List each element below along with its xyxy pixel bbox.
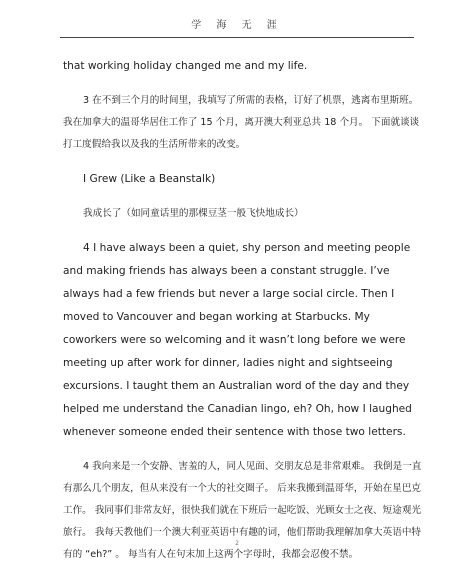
page-number: 2 — [235, 540, 239, 547]
paragraph-4-chinese: 4 我向来是一个安静、害羞的人，同人见面、交朋友总是非常艰难。 我倒是一直有那么几个朋友，但从来没有一个大的社交圈子。 后来我搬到温哥华，开始在星巴克工作。 我同事们非常友好，很快我们就在下班后一起吃饭、光顾女士之夜、短途观光旅行。 我每天教他们一个澳大利亚英语中有趣的词，他们帮助我理解加拿大英语中特有的 “eh?” 。 每当有人在句末加上这两个字母时，我都会忍俊不禁。 — [63, 461, 422, 560]
paragraph-3-chinese: 3 在不到三个月的时间里，我填写了所需的表格，订好了机票，逃离布里斯班。 我在加拿大的温哥华居住工作了 15 个月，离开澳大利亚总共 18 个月。 下面就谈谈打工度假给我以及我的生活所带来的改变。 — [63, 95, 420, 150]
section-heading-english: I Grew (Like a Beanstalk) — [83, 173, 216, 185]
paragraph-continuation: that working holiday changed me and my life. — [63, 60, 308, 72]
page-header: 学 海 无 涯 — [60, 16, 414, 38]
paragraph-4-english: 4 I have always been a quiet, shy person and meeting people and making friends has always been a constant struggle. I’ve always had a few friends but never a large social circle. Then I moved to Vancouver and began working at Starbucks. My coworkers were so welcoming and it wasn’t long before we were meeting up after work for dinner, ladies night and sightseeing excursions. I taught them an Australian word of the day and they helped me understand the Canadian lingo, eh? Oh, how I laughed whenever someone ended their sentence with those two letters. — [63, 242, 412, 438]
section-heading-chinese: 我成长了（如同童话里的那棵豆茎一般飞快地成长） — [83, 208, 304, 219]
document-body — [63, 55, 425, 566]
